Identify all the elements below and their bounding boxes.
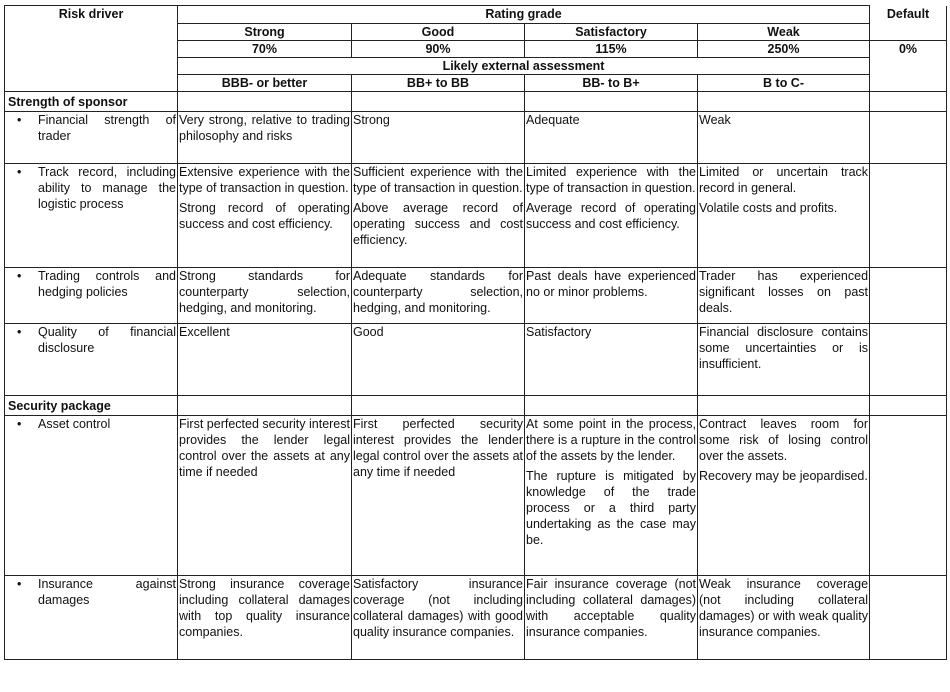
section-row — [5, 92, 947, 112]
cell-good: Good — [352, 324, 525, 396]
grade-weight-strong: 70% — [178, 41, 352, 58]
bullet-icon: • — [17, 417, 22, 431]
table-row — [5, 576, 947, 660]
external-satisfactory: BB- to B+ — [525, 75, 698, 92]
cell-strong: First perfected security interest provides the lender legal control over the assets at any time if needed — [178, 416, 352, 576]
driver-label: Financial strength of trader — [38, 113, 176, 143]
bullet-icon: • — [17, 269, 22, 283]
cell-satisfactory: Limited experience with the type of transaction in question. Average record of operating success and cost efficiency. — [525, 164, 698, 268]
cell-satisfactory: Fair insurance coverage (not including collateral damages) with acceptable quality insurance companies. — [525, 576, 698, 660]
section-title: Strength of sponsor — [5, 92, 178, 112]
driver-label: Track record, including ability to manage the logistic process — [38, 165, 176, 211]
table-row — [5, 268, 947, 324]
external-strong: BBB- or better — [178, 75, 352, 92]
bullet-icon: • — [17, 165, 22, 179]
driver-label: Trading controls and hedging policies — [38, 269, 176, 299]
cell-satisfactory: Past deals have experienced no or minor problems. — [525, 268, 698, 324]
table-row — [5, 164, 947, 268]
driver-label: Insurance against damages — [38, 577, 176, 607]
likely-external-header: Likely external assessment — [178, 58, 870, 75]
cell-weak: Limited or uncertain track record in general. Volatile costs and profits. — [698, 164, 870, 268]
cell-satisfactory: Adequate — [525, 112, 698, 164]
section-row — [5, 396, 947, 416]
grade-weight-good: 90% — [352, 41, 525, 58]
cell-strong: Extensive experience with the type of transaction in question. Strong record of operating success and cost efficiency. — [178, 164, 352, 268]
table-row — [5, 112, 947, 164]
rating-grade-header: Rating grade — [178, 6, 870, 24]
table-row — [5, 324, 947, 396]
default-weight: 0% — [870, 41, 947, 92]
cell-good: Sufficient experience with the type of transaction in question. Above average record of operating success and cost efficiency. — [352, 164, 525, 268]
grade-name-strong: Strong — [178, 24, 352, 41]
cell-weak: Financial disclosure contains some uncertainties or is insufficient. — [698, 324, 870, 396]
table-row — [5, 416, 947, 576]
default-header: Default — [870, 6, 947, 41]
bullet-icon: • — [17, 325, 22, 339]
grade-name-good: Good — [352, 24, 525, 41]
grade-name-satisfactory: Satisfactory — [525, 24, 698, 41]
header-row-rating — [5, 6, 947, 24]
risk-rating-table — [4, 5, 947, 660]
cell-good: Adequate standards for counterparty selection, hedging, and monitoring. — [352, 268, 525, 324]
cell-strong: Excellent — [178, 324, 352, 396]
section-title: Security package — [5, 396, 178, 416]
cell-strong: Very strong, relative to trading philosophy and risks — [178, 112, 352, 164]
cell-weak: Contract leaves room for some risk of losing control over the assets. Recovery may be jeopardised. — [698, 416, 870, 576]
risk-driver-header: Risk driver — [5, 6, 178, 92]
driver-label: Asset control — [38, 417, 111, 431]
cell-good: First perfected security interest provides the lender legal control over the assets at any time if needed — [352, 416, 525, 576]
cell-good: Satisfactory insurance coverage (not including collateral damages) with good quality insurance companies. — [352, 576, 525, 660]
cell-weak: Weak insurance coverage (not including collateral damages) or with weak quality insurance companies. — [698, 576, 870, 660]
cell-good: Strong — [352, 112, 525, 164]
bullet-icon: • — [17, 113, 22, 127]
cell-weak: Trader has experienced significant losses on past deals. — [698, 268, 870, 324]
cell-satisfactory: Satisfactory — [525, 324, 698, 396]
external-weak: B to C- — [698, 75, 870, 92]
grade-weight-satisfactory: 115% — [525, 41, 698, 58]
cell-strong: Strong insurance coverage including collateral damages with top quality insurance companies. — [178, 576, 352, 660]
cell-satisfactory: At some point in the process, there is a rupture in the control of the assets by the lender. The rupture is mitigated by knowledge of the trade process or a third party undertaking as the case may be. — [525, 416, 698, 576]
bullet-icon: • — [17, 577, 22, 591]
grade-name-weak: Weak — [698, 24, 870, 41]
external-good: BB+ to BB — [352, 75, 525, 92]
driver-label: Quality of financial disclosure — [38, 325, 176, 355]
cell-strong: Strong standards for counterparty selection, hedging, and monitoring. — [178, 268, 352, 324]
cell-weak: Weak — [698, 112, 870, 164]
grade-weight-weak: 250% — [698, 41, 870, 58]
